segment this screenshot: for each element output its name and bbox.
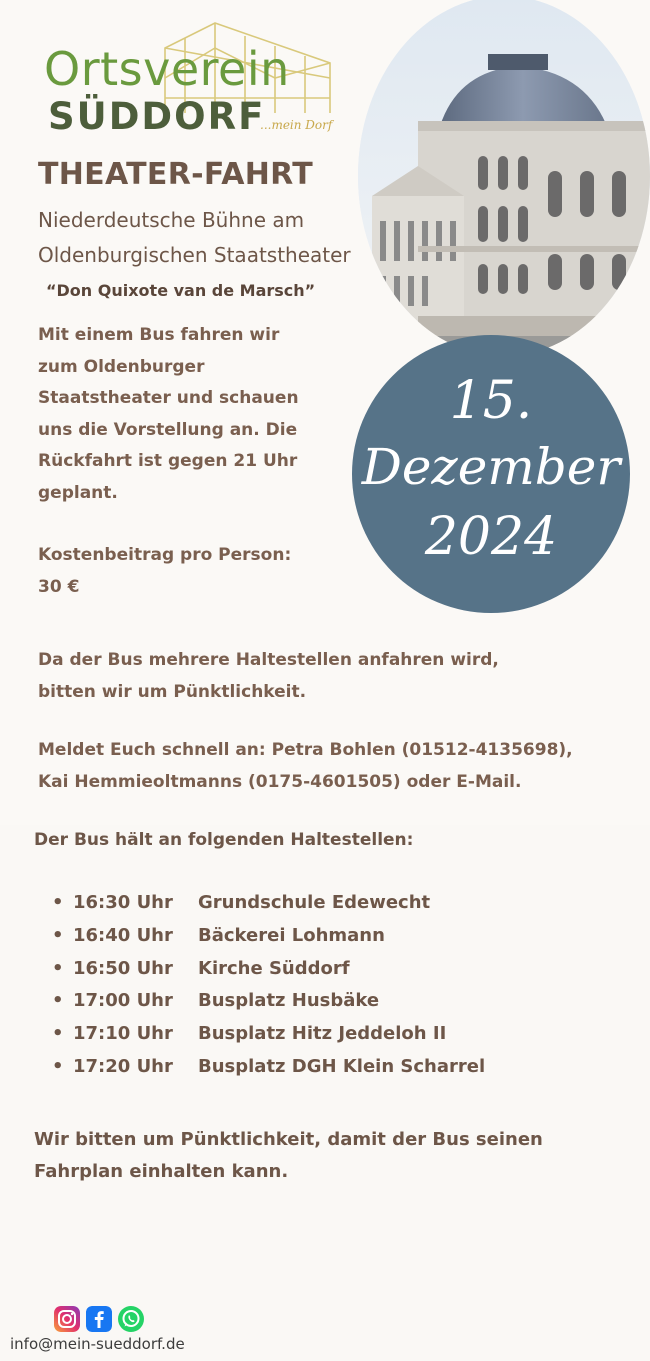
stops-heading: Der Bus hält an folgenden Haltestellen: xyxy=(34,830,414,850)
contact-email[interactable]: info@mein-sueddorf.de xyxy=(10,1335,185,1353)
stop-name: Kirche Süddorf xyxy=(198,957,350,979)
event-subtitle xyxy=(38,203,388,273)
registration-line: Meldet Euch schnell an: Petra Bohlen (01512-4135698), xyxy=(38,740,573,760)
bus-stop-item xyxy=(52,1056,612,1089)
theater-photo xyxy=(358,0,650,356)
stop-name: Busplatz Hitz Jeddeloh II xyxy=(198,1023,447,1045)
subtitle-line: Oldenburgischen Staatstheater xyxy=(38,243,351,267)
stop-name: Busplatz Husbäke xyxy=(198,990,380,1012)
punctuality-line: Da der Bus mehrere Haltestellen anfahren wird, xyxy=(38,650,499,670)
bullet-icon: • xyxy=(52,892,64,913)
bullet-icon: • xyxy=(52,990,64,1012)
theater-building-image xyxy=(358,0,650,356)
description-line: Mit einem Bus fahren wir xyxy=(38,325,280,345)
event-title: THEATER-FAHRT xyxy=(38,157,313,192)
closing-line: Fahrplan einhalten kann. xyxy=(34,1161,289,1182)
date-badge xyxy=(352,335,630,613)
stop-name: Busplatz DGH Klein Scharrel xyxy=(198,1055,486,1077)
punctuality-line: bitten wir um Pünktlichkeit. xyxy=(38,681,307,702)
stop-time: 17:10 Uhr xyxy=(73,1023,173,1045)
stop-time: 17:20 Uhr xyxy=(73,1055,173,1077)
cost-value: 30 € xyxy=(38,576,80,597)
stop-time: 17:00 Uhr xyxy=(73,990,173,1012)
subtitle-line: Niederdeutsche Bühne am xyxy=(38,208,305,232)
date-month: Dezember xyxy=(361,438,621,496)
registration-line: Kai Hemmieoltmanns (0175-4601505) oder E-Mail. xyxy=(38,771,522,792)
stop-name: Bäckerei Lohmann xyxy=(198,924,385,946)
bus-stop-item xyxy=(52,958,612,991)
stop-name: Grundschule Edewecht xyxy=(198,892,431,913)
bullet-icon: • xyxy=(52,924,64,946)
instagram-icon[interactable] xyxy=(54,1306,80,1332)
bus-stop-list xyxy=(52,892,612,1089)
date-year: 2024 xyxy=(424,507,558,567)
logo-tagline: ...mein Dorf xyxy=(260,118,333,132)
bus-stop-item xyxy=(52,892,612,925)
description xyxy=(38,320,338,509)
bus-stop-item xyxy=(52,1023,612,1056)
cost-label: Kostenbeitrag pro Person: xyxy=(38,545,292,565)
logo-ortsverein: Ortsverein xyxy=(44,42,290,96)
registration-note xyxy=(38,735,618,798)
description-line: uns die Vorstellung an. Die xyxy=(38,419,298,440)
bullet-icon: • xyxy=(52,1023,64,1045)
punctuality-note xyxy=(38,645,618,708)
cost-info xyxy=(38,540,338,603)
play-title: “Don Quixote van de Marsch” xyxy=(46,281,316,300)
bus-stop-item xyxy=(52,990,612,1023)
closing-line: Wir bitten um Pünktlichkeit, damit der Bus seinen xyxy=(34,1129,543,1150)
ortsverein-logo xyxy=(40,18,350,143)
logo-sueddorf: SÜDDORF xyxy=(48,95,266,138)
bullet-icon: • xyxy=(52,1055,64,1077)
stop-time: 16:40 Uhr xyxy=(73,924,173,946)
facebook-icon[interactable] xyxy=(86,1306,112,1332)
date-day: 15. xyxy=(449,371,533,431)
bullet-icon: • xyxy=(52,957,64,979)
whatsapp-icon[interactable] xyxy=(118,1306,144,1332)
stop-time: 16:50 Uhr xyxy=(73,957,173,979)
bus-stop-item xyxy=(52,925,612,958)
description-line: Staatstheater und schauen xyxy=(38,388,299,408)
description-line: Rückfahrt ist gegen 21 Uhr xyxy=(38,451,298,471)
description-line: geplant. xyxy=(38,482,118,503)
description-line: zum Oldenburger xyxy=(38,356,205,377)
closing-note xyxy=(34,1124,614,1188)
stop-time: 16:30 Uhr xyxy=(73,892,173,913)
